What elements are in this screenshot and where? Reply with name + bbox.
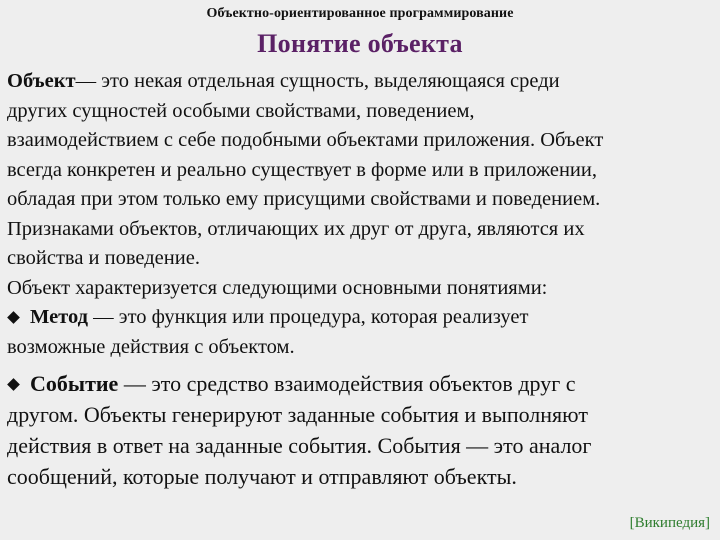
event-bullet bbox=[7, 368, 715, 492]
event-text-3: действия в ответ на заданные события. События — это аналог bbox=[7, 433, 592, 458]
definition-line-4: всегда конкретен и реально существует в форме или в приложении, bbox=[7, 158, 597, 181]
slide-title: Понятие объекта bbox=[257, 29, 463, 58]
object-term: Объект bbox=[7, 70, 76, 92]
source-link[interactable]: [Википедия] bbox=[629, 515, 710, 531]
definition-line-2: других сущностей особыми свойствами, поведением, bbox=[7, 99, 475, 122]
method-text-2: возможные действия с объектом. bbox=[7, 335, 295, 358]
definition-line-5: обладая при этом только ему присущими свойствами и поведением. bbox=[7, 188, 601, 210]
definition-line-1: Объект— это некая отдельная сущность, выделяющаяся среди bbox=[7, 70, 560, 92]
features-line-1: Признаками объектов, отличающих их друг от друга, являются их bbox=[7, 217, 585, 240]
event-text-2: другом. Объекты генерируют заданные события и выполняют bbox=[7, 402, 588, 427]
features-paragraph bbox=[7, 215, 715, 274]
concepts-intro: Объект характеризуется следующими основными понятиями: bbox=[7, 276, 548, 299]
definition-paragraph bbox=[7, 67, 715, 215]
definition-line-3: взаимодействием с себе подобными объектами приложения. Объект bbox=[7, 129, 604, 151]
features-line-2: свойства и поведение. bbox=[7, 247, 200, 269]
method-text-1: — это функция или процедура, которая реализует bbox=[88, 306, 529, 328]
method-term: Метод bbox=[30, 306, 89, 328]
slide-content bbox=[7, 67, 715, 492]
event-term: Событие bbox=[30, 371, 119, 396]
event-text-4: сообщений, которые получают и отправляют объекты. bbox=[7, 464, 517, 489]
event-text-1: — это средство взаимодействия объектов друг с bbox=[118, 371, 576, 396]
diamond-bullet-icon bbox=[7, 379, 20, 392]
course-title: Объектно-ориентированное программирование bbox=[206, 6, 514, 21]
method-bullet bbox=[7, 303, 715, 362]
diamond-bullet-icon bbox=[7, 311, 20, 324]
